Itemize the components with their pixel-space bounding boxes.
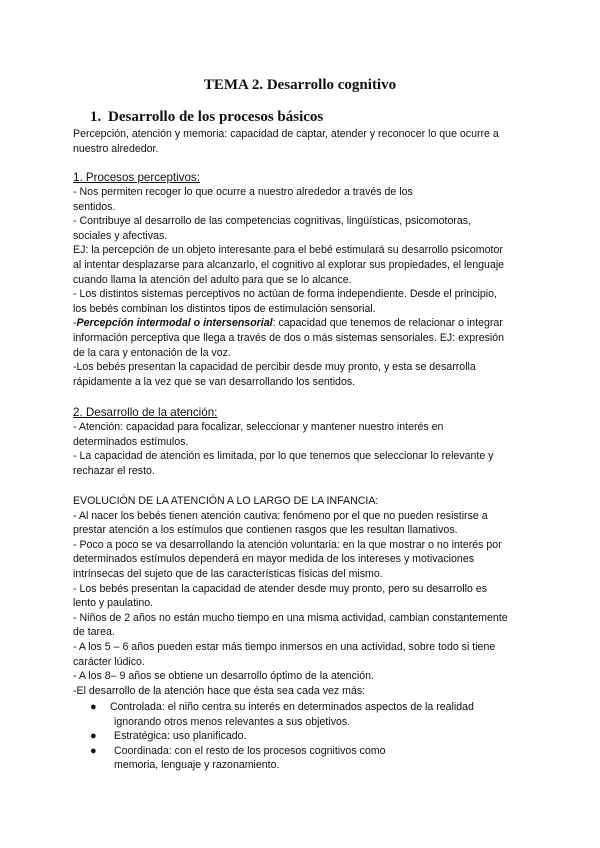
section-heading [90, 108, 323, 126]
text-line: de la cara y entonación de la voz. [73, 346, 231, 359]
bullet-icon: ● [90, 744, 97, 757]
term-prefix: - [73, 317, 77, 330]
text-line: determinados estímulos. [73, 435, 189, 448]
intro-paragraph [73, 127, 533, 156]
bullet-icon: ● [90, 730, 97, 743]
text-line: al intentar desplazarse para alcanzarlo, el cognitivo al explorar sus propiedades, el lenguaje [73, 258, 505, 271]
term-definition: : capacidad que tenemos de relacionar o integrar [272, 317, 503, 330]
text-line: - A los 5 – 6 años pueden estar más tiempo inmersos en una actividad, sobre todo si tiene [73, 640, 496, 653]
evolution-section [73, 494, 533, 698]
text-line: -Los bebés presentan la capacidad de percibir desde muy pronto, y esta se desarrolla [73, 361, 476, 374]
subsection-heading: 2. Desarrollo de la atención: [73, 406, 218, 419]
text-line: intrínsecas del sujeto que de las características físicas del mismo. [73, 567, 383, 580]
text-line: - Los distintos sistemas perceptivos no actúan de forma independiente. Desde el principio, [73, 288, 497, 301]
term-line [73, 316, 533, 331]
text-line: lento y paulatino. [73, 597, 154, 610]
text-line: cuando llama la atención del adulto para que se lo alcance. [73, 273, 352, 286]
text-line: nuestro alrededor. [73, 142, 159, 155]
text-line: de tarea. [73, 626, 115, 639]
text-line: determinados estímulos dependerá en mayor medida de los intereses y motivaciones [73, 553, 475, 566]
perception-section [73, 170, 533, 389]
text-line: - A los 8– 9 años se obtiene un desarrollo óptimo de la atención. [73, 670, 374, 683]
page-title: TEMA 2. Desarrollo cognitivo [203, 77, 397, 93]
text-line: Percepción, atención y memoria: capacidad de captar, atender y reconocer lo que ocurre a [73, 128, 499, 140]
text-line: sentidos. [73, 200, 116, 213]
bullet-text-continued: ignorando otros menos relevantes a sus objetivos. [114, 715, 351, 728]
text-line: rechazar el resto. [73, 464, 155, 477]
attention-bullet-list [90, 700, 530, 773]
bullet-text: Coordinada: con el resto de los procesos cognitivos como [114, 744, 386, 757]
text-line: - Contribuye al desarrollo de las competencias cognitivas, lingüísticas, psicomotoras, [73, 215, 472, 228]
text-line: - Atención: capacidad para focalizar, seleccionar y mantener nuestro interés en [73, 421, 444, 433]
text-line: EJ: la percepción de un objeto interesante para el bebé estimulará su desarrollo psicomotor [73, 244, 503, 257]
text-line: - Nos permiten recoger lo que ocurre a nuestro alrededor a través de los [73, 186, 413, 198]
subsection-heading: 1. Procesos perceptivos: [73, 171, 200, 184]
text-line: - Niños de 2 años no están mucho tiempo en una misma actividad, cambian constantemente [73, 611, 508, 624]
bullet-icon: ● [90, 701, 97, 713]
section-number: 1. [90, 109, 102, 125]
term-bold-italic: Percepción intermodal o intersensorial [76, 317, 273, 330]
list-item [90, 744, 530, 773]
bullet-text-continued: memoria, lenguaje y razonamiento. [114, 759, 280, 772]
text-line: información perceptiva que llega a través de dos o más sistemas sensoriales. EJ: expresión [73, 331, 505, 344]
text-line: carácter lúdico. [73, 655, 145, 668]
text-line: - Al nacer los bebés tienen atención cautiva: fenómeno por el que no pueden resistirse a [73, 509, 488, 522]
text-line: los bebés combinan los distintos tipos de estimulación sensorial. [73, 302, 376, 315]
text-line: - La capacidad de atención es limitada, por lo que tenemos que seleccionar lo relevante y [73, 450, 494, 463]
list-item [90, 729, 530, 744]
bullet-text: Estratégica: uso planificado. [114, 730, 247, 743]
text-line: - Los bebés presentan la capacidad de atender desde muy pronto, pero su desarrollo es [73, 582, 488, 595]
text-line: rápidamente a la vez que se van desarrollando los sentidos. [73, 375, 356, 388]
text-line: -El desarrollo de la atención hace que ésta sea cada vez más: [73, 684, 366, 697]
attention-section [73, 405, 533, 478]
text-line: sociales y afectivas. [73, 229, 168, 242]
section-heading-text: Desarrollo de los procesos básicos [108, 109, 324, 125]
text-line: - Poco a poco se va desarrollando la atención voluntaria: en la que mostrar o no interés por [73, 538, 502, 551]
bullet-text: Controlada: el niño centra su interés en determinados aspectos de la realidad [110, 701, 474, 713]
evolution-heading: EVOLUCIÓN DE LA ATENCIÓN A LO LARGO DE LA INFANCIA: [73, 495, 379, 507]
text-line: prestar atención a los estímulos que contienen rasgos que les resultan llamativos. [73, 524, 458, 537]
list-item [90, 700, 530, 729]
